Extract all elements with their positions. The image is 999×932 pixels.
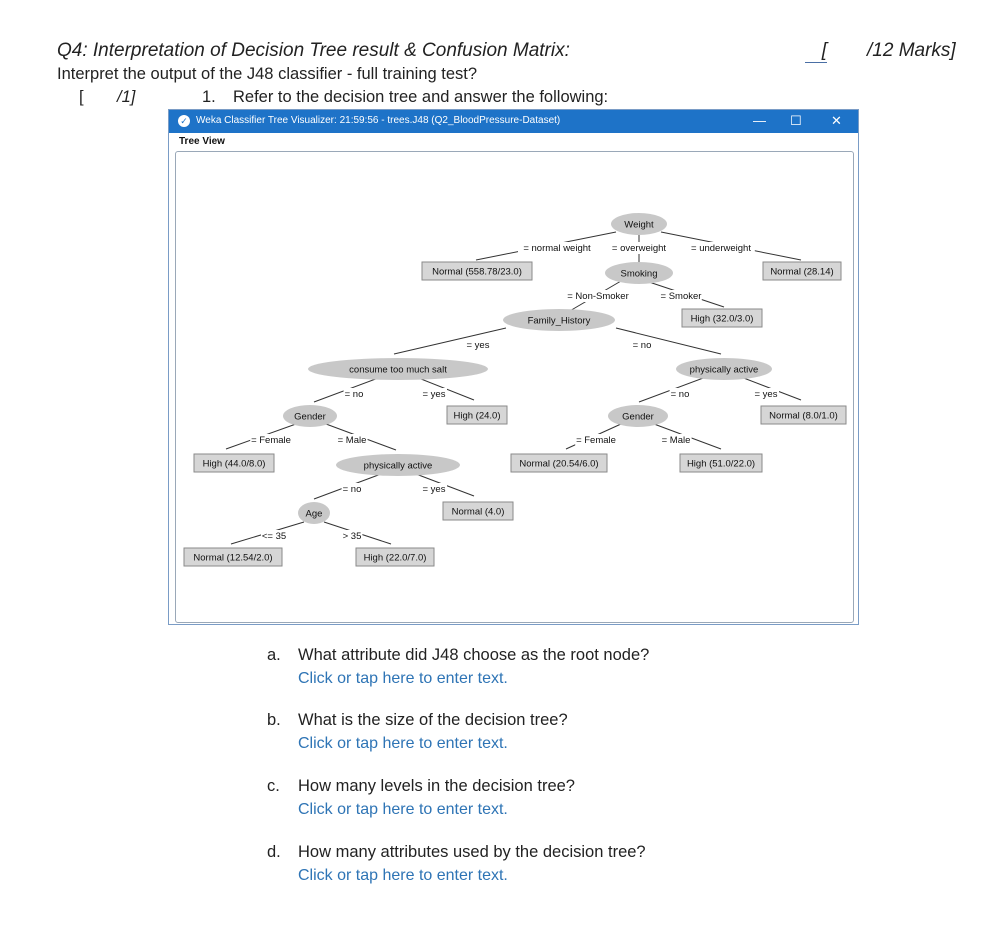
answer-field-b[interactable]: Click or tap here to enter text. <box>298 735 508 752</box>
edge-label-non-smoker: = Non-Smoker <box>567 291 629 302</box>
edge-label-gr-male: = Male <box>661 435 691 446</box>
answer-field-c[interactable]: Click or tap here to enter text. <box>298 801 508 818</box>
question-letter: a. <box>267 646 281 664</box>
q1-number: 1. <box>202 88 216 106</box>
decision-tree <box>176 152 853 622</box>
question-text: What attribute did J48 choose as the root node? <box>298 646 650 664</box>
tree-nodes <box>283 213 772 524</box>
edge-label-phys-left-yes: = yes <box>422 484 446 495</box>
close-button[interactable]: ✕ <box>831 113 842 128</box>
tree-leaf-female-left[interactable] <box>194 454 274 472</box>
question-letter: c. <box>267 777 280 795</box>
node-label: Gender <box>622 411 654 423</box>
edge-label-phys-left-no: = no <box>342 484 362 495</box>
edge-label-gr-female: = Female <box>576 435 616 446</box>
tree-leaf-phys-left-yes[interactable] <box>443 502 513 520</box>
leaf-label: Normal (8.0/1.0) <box>769 410 838 422</box>
tree-node-gender-right[interactable] <box>608 405 668 427</box>
leaf-label: Normal (20.54/6.0) <box>519 458 599 470</box>
leaf-label: High (44.0/8.0) <box>202 458 266 470</box>
question-title: Q4: Interpretation of Decision Tree result & Confusion Matrix: <box>57 40 570 61</box>
leaf-label: High (22.0/7.0) <box>363 552 427 564</box>
tree-node-weight[interactable] <box>611 213 667 235</box>
edge-label-salt-no: = no <box>344 389 364 400</box>
tree-node-consume-salt[interactable] <box>308 358 488 380</box>
tree-node-family-history[interactable] <box>503 309 615 331</box>
tree-node-phys-active-left[interactable] <box>336 454 460 476</box>
leaf-label: Normal (558.78/23.0) <box>432 266 522 278</box>
tree-leaf-salt-yes[interactable] <box>447 406 507 424</box>
edge-label-gl-male: = Male <box>337 435 367 446</box>
node-label: Age <box>305 508 323 520</box>
edge-label-fh-yes: = yes <box>466 340 490 351</box>
tree-leaf-phys-right-yes[interactable] <box>761 406 846 424</box>
tree-leaf-smoker[interactable] <box>682 309 762 327</box>
answer-field-a[interactable]: Click or tap here to enter text. <box>298 670 508 687</box>
leaf-label: High (24.0) <box>453 410 501 422</box>
tree-leaf-male-right[interactable] <box>680 454 762 472</box>
tab-bar <box>169 133 858 151</box>
tree-leaf-underweight[interactable] <box>763 262 841 280</box>
edge-label-salt-yes: = yes <box>422 389 446 400</box>
edge-label-smoker: = Smoker <box>660 291 702 302</box>
edge-label-age-gt: > 35 <box>342 531 362 542</box>
total-marks-field[interactable]: [ <box>805 40 827 63</box>
edge-label-underweight: = underweight <box>691 243 751 254</box>
tree-node-phys-active-right[interactable] <box>676 358 772 380</box>
minimize-button[interactable]: — <box>753 113 766 128</box>
tab-tree-view[interactable]: Tree View <box>179 136 225 147</box>
leaf-label: Normal (4.0) <box>451 506 505 518</box>
question-letter: b. <box>267 711 281 729</box>
node-label: physically active <box>363 460 433 472</box>
weka-window <box>168 109 859 625</box>
tree-leaf-female-right[interactable] <box>511 454 607 472</box>
tree-node-smoking[interactable] <box>605 262 673 284</box>
leaf-label: Normal (28.14) <box>770 266 834 278</box>
total-marks <box>805 40 956 63</box>
leaf-label: High (51.0/22.0) <box>686 458 756 470</box>
node-label: physically active <box>689 364 759 376</box>
weka-logo-icon: ✓ <box>178 115 190 127</box>
leaf-label: Normal (12.54/2.0) <box>193 552 273 564</box>
edge-label-phys-right-yes: = yes <box>754 389 778 400</box>
node-label: Gender <box>294 411 326 423</box>
window-title: Weka Classifier Tree Visualizer: 21:59:56 - trees.J48 (Q2_BloodPressure-Dataset) <box>196 115 561 126</box>
tree-canvas[interactable] <box>175 151 854 623</box>
node-label: Weight <box>624 219 654 231</box>
answer-field-d[interactable]: Click or tap here to enter text. <box>298 867 508 884</box>
edge-label-normal-weight: = normal weight <box>523 243 591 254</box>
tree-leaf-age-le35[interactable] <box>184 548 282 566</box>
edge-label-age-le: <= 35 <box>261 531 287 542</box>
node-label: Family_History <box>527 315 591 327</box>
question-text: How many levels in the decision tree? <box>298 777 575 795</box>
edge-label-phys-right-no: = no <box>670 389 690 400</box>
edge-label-gl-female: = Female <box>251 435 291 446</box>
node-label: consume too much salt <box>349 364 447 376</box>
total-marks-label: /12 Marks] <box>867 40 956 61</box>
tree-edge-labels <box>250 242 779 542</box>
maximize-button[interactable]: ☐ <box>790 113 802 128</box>
tree-leaf-normal-weight[interactable] <box>422 262 532 280</box>
question-text: How many attributes used by the decision tree? <box>298 843 646 861</box>
tree-leaf-age-gt35[interactable] <box>356 548 434 566</box>
q1-text: Refer to the decision tree and answer the following: <box>233 88 609 106</box>
question-text: What is the size of the decision tree? <box>298 711 568 729</box>
question-subtitle: Interpret the output of the J48 classifier - full training test? <box>57 65 478 83</box>
tree-node-gender-left[interactable] <box>283 405 337 427</box>
q1-marks: /1] <box>117 88 136 106</box>
q1-marks-open[interactable]: [ <box>79 88 84 106</box>
node-label: Smoking <box>620 268 658 280</box>
edge-label-fh-no: = no <box>632 340 652 351</box>
question-letter: d. <box>267 843 281 861</box>
window-titlebar[interactable] <box>169 110 858 133</box>
edge-label-overweight: = overweight <box>611 243 667 254</box>
tree-node-age[interactable] <box>298 502 330 524</box>
leaf-label: High (32.0/3.0) <box>690 313 754 325</box>
tree-leaves <box>184 262 846 566</box>
